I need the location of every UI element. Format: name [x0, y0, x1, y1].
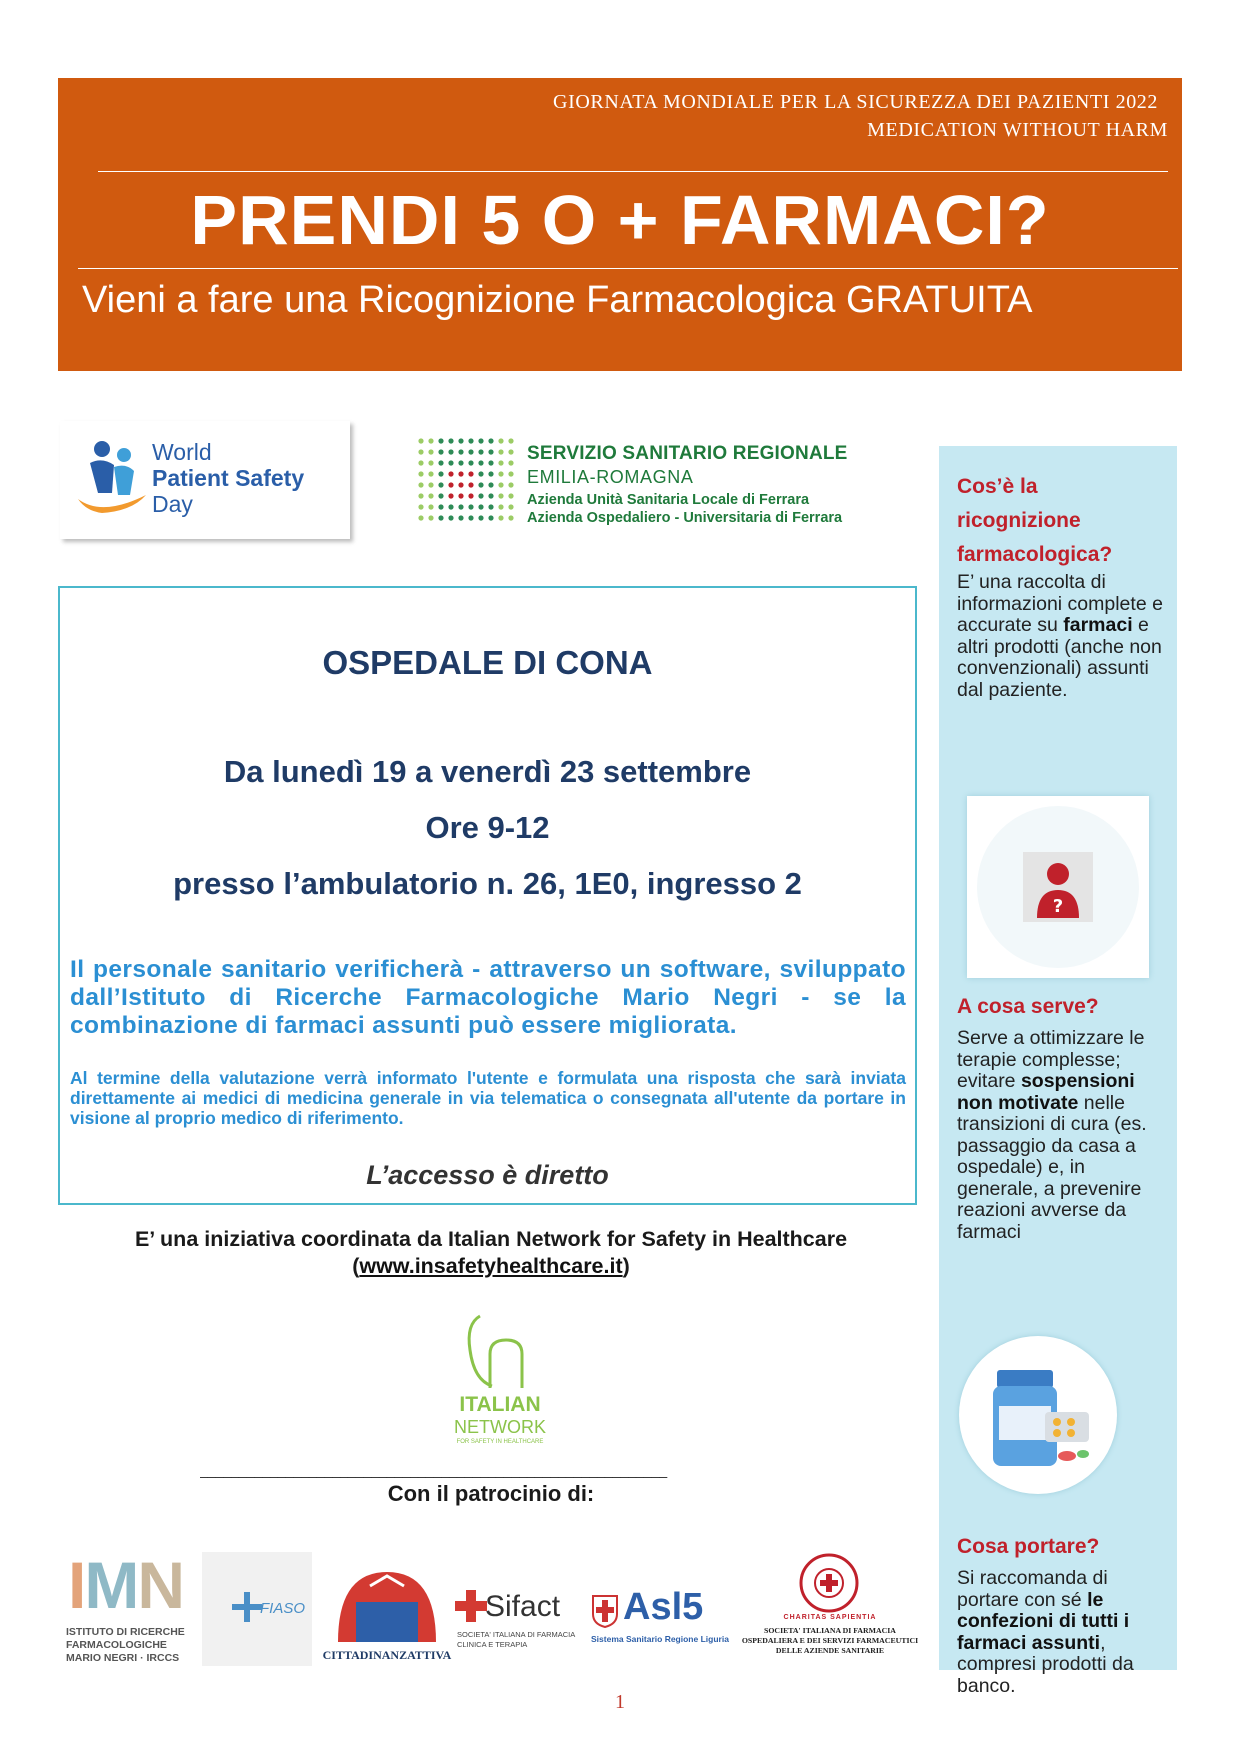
event-description: Il personale sanitario verificherà - attraverso un software, sviluppato dall’Istituto di Ricerche Farmacologiche Mario Negri - se la combinazione di farmaci assunti può essere migliorata. — [70, 956, 906, 1039]
mario-negri-logo — [66, 1548, 202, 1670]
italian-network-mark-icon — [462, 1310, 538, 1392]
side-text-bring-a: Si raccomanda di portare con sé — [957, 1567, 1108, 1611]
patronage-label: Con il patrocinio di: — [387, 1481, 595, 1506]
wpsd-line2: Patient Safety — [152, 465, 305, 491]
website-link[interactable]: www.insafetyhealthcare.it — [359, 1254, 623, 1278]
sifact-logo — [455, 1590, 585, 1666]
side-text-what-c: e altri prodotti (anche non convenzionali) assunti dal paziente. — [957, 614, 1162, 701]
event-followup: Al termine della valutazione verrà informato l'utente e formulata una risposta che sarà inviata direttamente ai medici di medicina generale in via telematica o consegnata all'utente da portare in visione al proprio medico di riferimento. — [70, 1068, 906, 1128]
event-info-box — [58, 586, 917, 1205]
event-dates: Da lunedì 19 a venerdì 23 settembre — [223, 754, 752, 789]
liguria-shield-icon — [591, 1594, 619, 1628]
coordination-link-line: (www.insafetyhealthcare.it) — [352, 1254, 630, 1278]
event-hours: Ore 9-12 — [425, 810, 550, 845]
cittadinanzattiva-text: CITTADINANZATTIVA — [322, 1648, 452, 1662]
ssr-title: SERVIZIO SANITARIO REGIONALE — [527, 443, 848, 464]
sifo-l2: OSPEDALIERA E DEI SERVIZI FARMACEUTICI — [741, 1636, 919, 1645]
side-image-frame — [967, 796, 1149, 978]
svg-text:?: ? — [1052, 896, 1064, 917]
ssr-azienda-usl: Azienda Unità Sanitaria Locale di Ferrara — [527, 492, 810, 508]
side-panel — [939, 446, 1177, 1697]
banner-divider-top — [98, 171, 1168, 172]
imn-text — [66, 1626, 185, 1665]
fiaso-logo — [202, 1552, 312, 1666]
side-heading-what-l1: Cos’è la — [957, 475, 1038, 498]
charitas-seal-icon — [798, 1552, 860, 1614]
side-text-bring — [957, 1568, 1169, 1697]
sifo-logo — [740, 1552, 920, 1668]
header-banner — [58, 78, 1182, 371]
banner-theme-line: MEDICATION WITHOUT HARM — [867, 119, 1168, 141]
side-text-why-a: Serve a ottimizzare le terapie complesse; evitare — [957, 1027, 1145, 1092]
side-heading-bring: Cosa portare? — [957, 1535, 1100, 1558]
imn-l1: ISTITUTO DI RICERCHE — [66, 1626, 185, 1638]
sifact-cross-icon — [455, 1590, 487, 1622]
sifo-text — [740, 1626, 920, 1656]
coordination-note — [60, 1226, 922, 1280]
sifact-l2: CLINICA E TERAPIA — [457, 1640, 528, 1649]
sifo-l1: SOCIETA' ITALIANA DI FARMACIA — [764, 1626, 896, 1635]
side-heading-what — [957, 470, 1112, 572]
asl5-sub: Sistema Sanitario Regione Liguria — [591, 1634, 729, 1644]
italian-network-logo — [440, 1310, 560, 1460]
side-text-what-bold: farmaci — [1063, 614, 1133, 636]
page-subtitle: Vieni a fare una Ricognizione Farmacologica GRATUITA — [82, 279, 1033, 321]
fiaso-text: FIASO — [260, 1600, 306, 1617]
side-pills-circle — [959, 1336, 1117, 1494]
cittadinanzattiva-logo — [322, 1566, 452, 1666]
side-heading-why: A cosa serve? — [957, 995, 1099, 1018]
asl5-logo — [587, 1586, 729, 1660]
fiaso-cross-icon — [232, 1592, 262, 1622]
italian-network-l1: ITALIAN — [459, 1393, 541, 1416]
asl5-name: Asl5 — [623, 1586, 704, 1628]
imn-l2: FARMACOLOGICHE — [66, 1639, 167, 1651]
imn-mark-icon: IMN — [68, 1548, 183, 1622]
side-text-what-a: E’ una raccolta di informazioni complete e accurate su — [957, 571, 1163, 636]
charitas-text: CHARITAS SAPIENTIA — [783, 1614, 877, 1621]
page-number: 1 — [615, 1691, 625, 1713]
wpsd-figures-icon — [72, 437, 152, 523]
page-title: PRENDI 5 O + FARMACI? — [190, 181, 1050, 259]
wpsd-logo-text — [152, 439, 304, 517]
side-text-bring-c: , compresi prodotti da banco. — [957, 1631, 1134, 1697]
event-place: OSPEDALE DI CONA — [322, 644, 653, 681]
banner-divider-bottom — [78, 268, 1178, 269]
side-heading-what-l3: farmacologica? — [957, 543, 1113, 566]
side-text-why — [957, 1028, 1169, 1243]
world-patient-safety-day-logo — [60, 421, 350, 539]
medicine-bottle-icon — [983, 1360, 1095, 1472]
sifact-text — [457, 1630, 575, 1650]
side-text-bring-bold: le confezioni di tutti i farmaci assunti — [957, 1588, 1130, 1654]
side-text-why-bold: sospensioni non motivate — [957, 1070, 1135, 1114]
patient-question-icon — [1023, 852, 1093, 922]
banner-event-line: GIORNATA MONDIALE PER LA SICUREZZA DEI PAZIENTI 2022 — [553, 91, 1158, 113]
coordination-text: E’ una iniziativa coordinata da Italian Network for Safety in Healthcare — [134, 1227, 848, 1251]
ssr-region: EMILIA-ROMAGNA — [527, 467, 694, 487]
ssr-azienda-ospedaliera: Azienda Ospedaliero - Universitaria di Ferrara — [527, 510, 843, 526]
sifact-l1: SOCIETA' ITALIANA DI FARMACIA — [457, 1630, 576, 1639]
italian-network-text — [440, 1394, 560, 1446]
sifact-name: Sifact — [485, 1590, 561, 1623]
italian-network-l2: NETWORK — [454, 1417, 546, 1437]
sifo-l3: DELLE AZIENDE SANITARIE — [775, 1646, 885, 1655]
imn-l3: MARIO NEGRI · IRCCS — [66, 1652, 180, 1664]
italian-network-l3: FOR SAFETY IN HEALTHCARE — [456, 1439, 544, 1445]
event-access: L’accesso è diretto — [366, 1160, 609, 1190]
side-text-what — [957, 572, 1169, 701]
side-text-why-c: nelle transizioni di cura (es. passaggio da casa a ospedale) e, in generale, a prevenire reazioni avverse da farmaci — [957, 1091, 1147, 1243]
wpsd-line1: World — [152, 439, 212, 465]
event-location: presso l’ambulatorio n. 26, 1E0, ingresso 2 — [173, 866, 802, 901]
ssr-aziende — [527, 491, 842, 527]
wpsd-line3: Day — [152, 491, 193, 517]
cittadinanzattiva-icon — [330, 1566, 444, 1644]
ssr-emilia-romagna-logo — [407, 421, 897, 539]
patronage-divider: ____________________________________________________________ — [200, 1462, 668, 1478]
side-heading-what-l2: ricognizione — [957, 509, 1081, 532]
ssr-dots-icon — [415, 435, 519, 527]
